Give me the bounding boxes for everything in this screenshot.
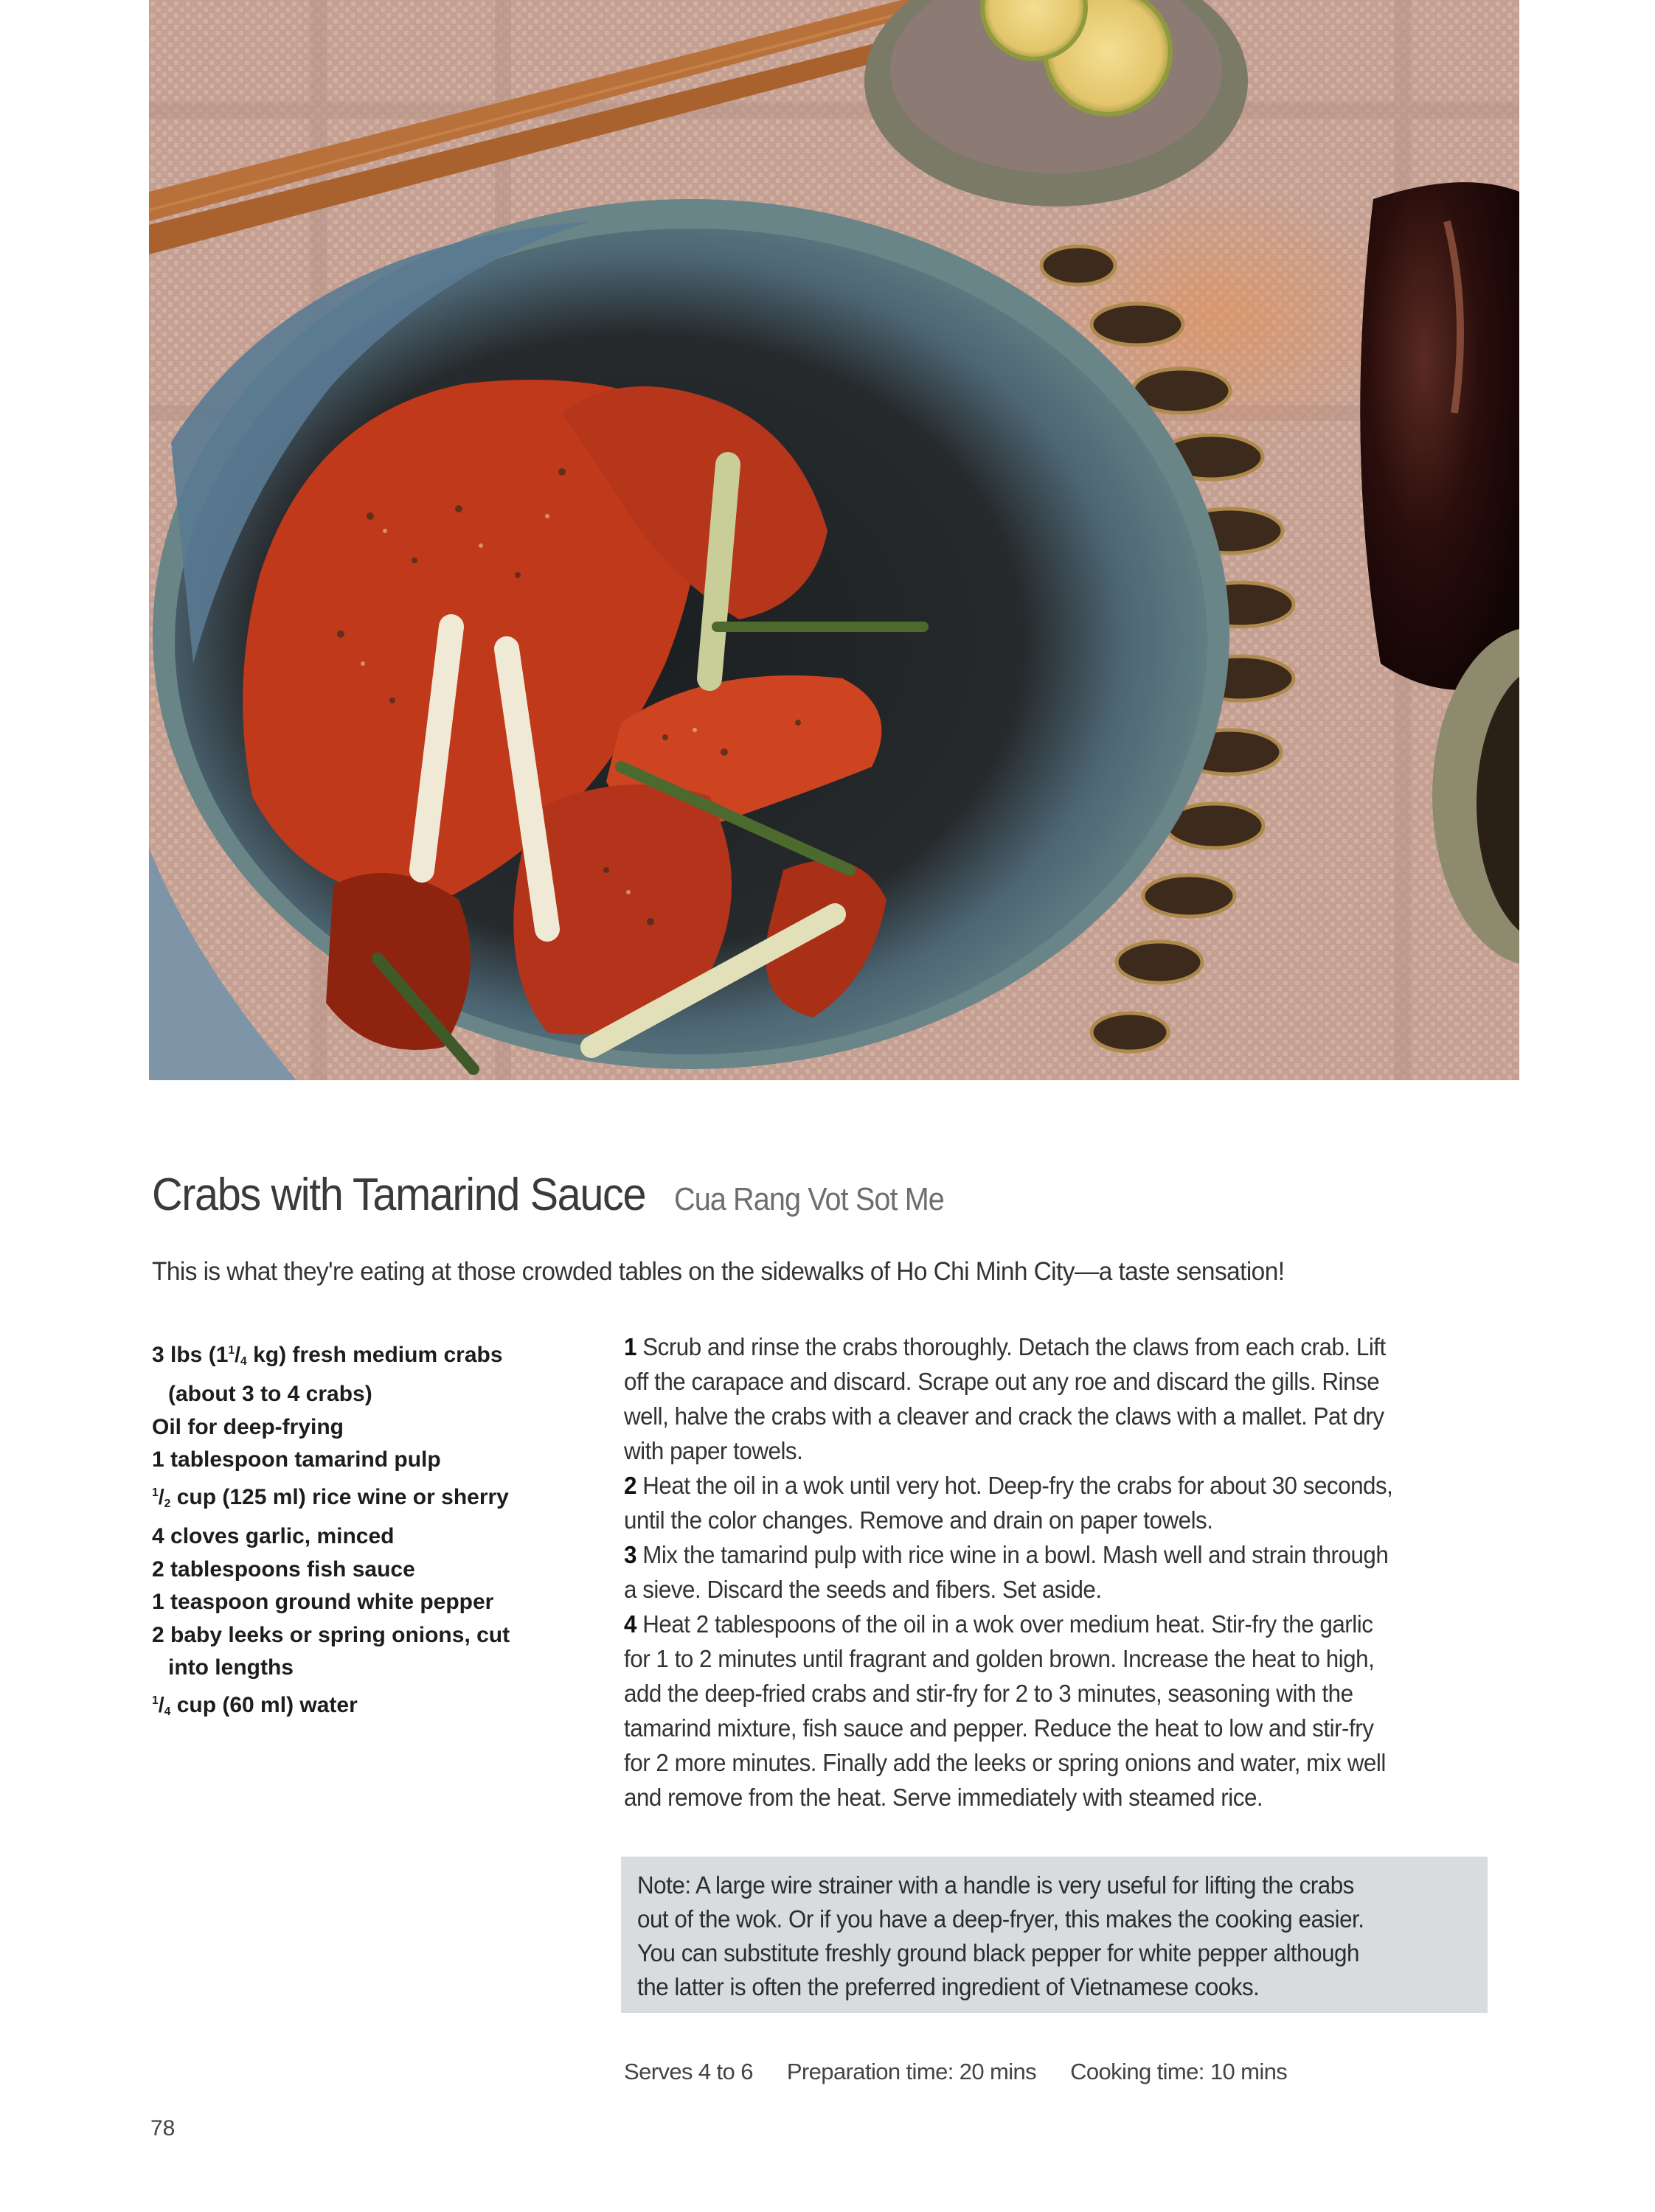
ingredient-list <box>152 1335 550 1728</box>
ingredient-item: (about 3 to 4 crabs) <box>168 1382 372 1407</box>
page-number: 78 <box>150 2116 176 2140</box>
ingredient-item: 4 cloves garlic, minced <box>152 1524 395 1549</box>
recipe-title: Crabs with Tamarind Sauce <box>152 1169 646 1220</box>
step-4: 4 Heat 2 tablespoons of the oil in a wok over medium heat. Stir-fry the garlic for 1 to 2 minutes until fragrant and golden brown. Increase the heat to high, add the deep-fried crabs and stir-fry for 2 to 3 minutes, seasoning with the tamarind mixture, fish sauce and pepper. Reduce the heat to low and stir-fry for 2 more minutes. Finally add the leeks or spring onions and water, mix well and remove from the heat. Serve immediately with steamed rice. <box>624 1610 1386 1811</box>
step-number: 4 <box>624 1610 636 1638</box>
step-number: 2 <box>624 1472 636 1499</box>
recipe-meta <box>624 2059 1287 2085</box>
step-number: 1 <box>624 1333 636 1360</box>
ingredient-item: 1 tablespoon tamarind pulp <box>152 1447 441 1472</box>
recipe-photo <box>149 0 1519 1080</box>
ingredient-item: 2 baby leeks or spring onions, cut <box>152 1622 510 1647</box>
cook-time: Cooking time: 10 mins <box>1070 2059 1288 2084</box>
step-3: 3 Mix the tamarind pulp with rice wine in a bowl. Mash well and strain through a sieve. Discard the seeds and fibers. Set aside. <box>624 1541 1389 1603</box>
ingredient-item: 2 tablespoons fish sauce <box>152 1557 415 1582</box>
recipe-vietnamese-name: Cua Rang Vot Sot Me <box>673 1181 944 1217</box>
cooking-note: Note: A large wire strainer with a handle is very useful for lifting the crabs out of the wok. Or if you have a deep-fryer, this makes the cooking easier. You can substitute freshly ground black pepper for white pepper although the latter is often the preferred ingredient of Vietnamese cooks. <box>621 1857 1488 2013</box>
crab-dish-illustration <box>149 0 1519 1080</box>
ingredient-item: Oil for deep-frying <box>152 1414 344 1439</box>
ingredient-item: into lengths <box>168 1655 294 1680</box>
ingredient-item: $^1/_4$ cup (60 ml) water <box>152 1692 358 1718</box>
ingredient-item: $^1/_2$ cup (125 ml) rice wine or sherry <box>152 1484 509 1510</box>
method-steps <box>624 1329 1516 1815</box>
step-2: 2 Heat the oil in a wok until very hot. Deep-fry the crabs for about 30 seconds, until the color changes. Remove and drain on paper towels. <box>624 1472 1393 1534</box>
step-number: 3 <box>624 1541 636 1568</box>
recipe-heading <box>152 1169 974 1221</box>
fraction: $^1/_2$ <box>152 1485 171 1510</box>
ingredient-item: 3 lbs ($1^1/_4$ kg) fresh medium crabs <box>152 1342 503 1368</box>
fraction: $^1/_4$ <box>152 1693 171 1718</box>
recipe-intro: This is what they're eating at those crowded tables on the sidewalks of Ho Chi Minh City—a taste sensation! <box>152 1257 1285 1286</box>
step-1: 1 Scrub and rinse the crabs thoroughly. Detach the claws from each crab. Lift off the carapace and discard. Scrape out any roe and discard the gills. Rinse well, halve the crabs with a cleaver and crack the claws with a mallet. Pat dry with paper towels. <box>624 1333 1386 1464</box>
prep-time: Preparation time: 20 mins <box>786 2059 1037 2084</box>
fraction: $^1/_4$ <box>228 1343 247 1368</box>
servings: Serves 4 to 6 <box>624 2059 753 2084</box>
ingredient-item: 1 teaspoon ground white pepper <box>152 1590 494 1615</box>
